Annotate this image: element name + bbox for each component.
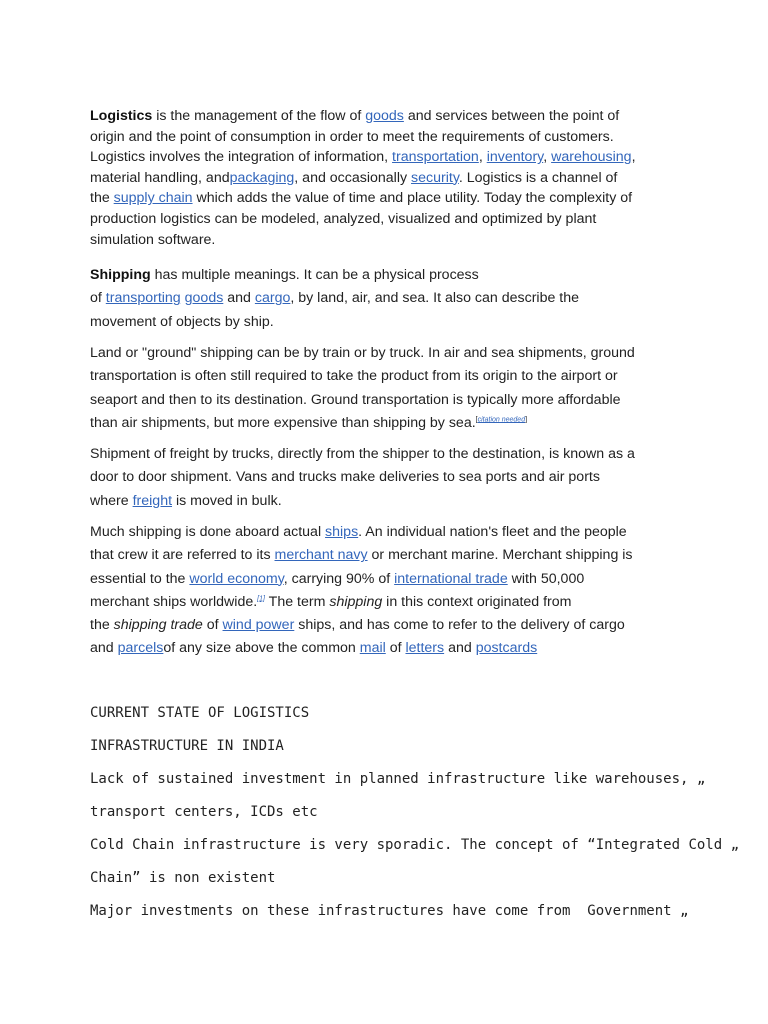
text: Lack of sustained investment in planned infrastructure like warehouses, <box>90 771 697 787</box>
text-line <box>90 389 682 412</box>
text-line <box>90 568 682 591</box>
text: Major investments on these infrastructures have come from Government <box>90 903 681 919</box>
link-mail[interactable]: mail <box>359 640 386 657</box>
link-security[interactable]: security <box>411 169 459 186</box>
text: the <box>90 190 114 207</box>
italic-term: shipping trade <box>113 617 203 634</box>
text-line <box>90 591 682 614</box>
text: has multiple meanings. It can be a physical process <box>150 267 479 283</box>
link-world-economy[interactable]: world economy <box>189 570 284 587</box>
slide-bullet-line: transport centers, ICDs etc <box>90 804 318 820</box>
text: is moved in bulk. <box>172 492 282 509</box>
text-line <box>90 230 682 251</box>
slide-bullet-line <box>90 901 689 921</box>
text: , and occasionally <box>294 169 412 186</box>
text: and services between the point of <box>403 108 620 124</box>
text-line <box>90 614 682 637</box>
text: or merchant marine. Merchant shipping is <box>367 547 633 564</box>
link-transportation[interactable]: transportation <box>392 149 479 166</box>
shipping-paragraph <box>90 264 682 334</box>
text: , carrying 90% of <box>283 570 395 587</box>
text: simulation software. <box>90 231 216 248</box>
text: Land or "ground" shipping can be by train or by truck. In air and sea shipments, ground <box>90 345 635 361</box>
ground-shipping-paragraph <box>90 342 682 435</box>
text: transportation is often still required to take the product from its origin to the airport or <box>90 368 618 385</box>
link-parcels[interactable]: parcels <box>117 640 164 657</box>
text: with 50,000 <box>507 570 585 587</box>
text: essential to the <box>90 570 190 587</box>
link-international-trade[interactable]: international trade <box>394 570 508 587</box>
text: in this context originated from <box>382 593 572 610</box>
text: . An individual nation's fleet and the people <box>358 524 627 540</box>
text: , <box>543 149 552 166</box>
bold-term: Logistics <box>90 108 153 124</box>
text-line <box>90 209 682 230</box>
bullet-mark: „ <box>730 837 740 853</box>
text-line <box>90 365 682 388</box>
text: of any size above the common <box>163 640 360 657</box>
text: . Logistics is a channel of <box>458 169 618 186</box>
text: material handling, and <box>90 169 230 186</box>
link-packaging[interactable]: packaging <box>229 169 295 186</box>
text: Logistics involves the integration of information, <box>90 149 393 166</box>
text: than air shipments, but more expensive than shipping by sea. <box>90 414 476 431</box>
text-line <box>90 637 682 660</box>
ships-paragraph <box>90 521 682 661</box>
slide-heading-current-state: CURRENT STATE OF LOGISTICS <box>90 705 310 721</box>
link-ships[interactable]: ships <box>325 524 359 540</box>
text-line <box>90 412 682 435</box>
logistics-paragraph <box>90 106 682 250</box>
text: The term <box>264 593 330 610</box>
text: of <box>202 617 223 634</box>
link-wind-power[interactable]: wind power <box>222 617 295 634</box>
slide-bullet-line <box>90 835 740 855</box>
link-goods[interactable]: goods <box>184 290 224 307</box>
link-letters[interactable]: letters <box>405 640 445 657</box>
text: merchant ships worldwide. <box>90 593 258 610</box>
text: door to door shipment. Vans and trucks make deliveries to sea ports and air ports <box>90 469 600 486</box>
italic-term: shipping <box>329 593 383 610</box>
text-line <box>90 168 682 189</box>
text: is the management of the flow of <box>152 108 366 124</box>
text: of <box>385 640 406 657</box>
text-line <box>90 287 682 310</box>
link-goods[interactable]: goods <box>365 108 404 124</box>
text: which adds the value of time and place utility. Today the complexity of <box>192 190 633 207</box>
text: Shipment of freight by trucks, directly from the shipper to the destination, is known as a <box>90 446 635 462</box>
text-line <box>90 490 682 513</box>
freight-paragraph <box>90 443 682 513</box>
bullet-mark: „ <box>696 771 706 787</box>
text: , <box>478 149 487 166</box>
citation-needed-superscript <box>476 416 527 423</box>
link-transporting[interactable]: transporting <box>105 290 181 307</box>
text-line <box>90 311 682 334</box>
reference-superscript <box>257 595 265 602</box>
text-line <box>90 127 682 148</box>
link-supply-chain[interactable]: supply chain <box>113 190 193 207</box>
text: origin and the point of consumption in order to meet the requirements of customers. <box>90 128 614 145</box>
link-freight[interactable]: freight <box>132 492 173 509</box>
text: movement of objects by ship. <box>90 313 274 330</box>
text: and <box>90 640 118 657</box>
text-line <box>90 466 682 489</box>
text: seaport and then to its destination. Ground transportation is typically more affordable <box>90 391 621 408</box>
slide-bullet-line <box>90 769 706 789</box>
link-warehousing[interactable]: warehousing <box>551 149 632 166</box>
text-line <box>90 342 682 365</box>
text: of <box>90 290 106 307</box>
text-line <box>90 521 682 544</box>
text: and <box>444 640 476 657</box>
text-line <box>90 106 682 127</box>
text: production logistics can be modeled, analyzed, visualized and optimized by plant <box>90 210 597 227</box>
text: Much shipping is done aboard actual <box>90 524 326 540</box>
bracket: [ <box>475 416 478 424</box>
bullet-mark: „ <box>680 903 689 919</box>
text: where <box>90 492 133 509</box>
slide-heading-infrastructure: INFRASTRUCTURE IN INDIA <box>90 738 284 754</box>
link-inventory[interactable]: inventory <box>486 149 544 166</box>
text: the <box>90 617 114 634</box>
link-cargo[interactable]: cargo <box>254 290 291 307</box>
slide-bullet-line: Chain” is non existent <box>90 870 276 886</box>
text-line <box>90 188 682 209</box>
text-line <box>90 443 682 466</box>
text: Cold Chain infrastructure is very sporadic. The concept of “Integrated Cold <box>90 837 731 853</box>
text: , <box>631 149 636 166</box>
text-line <box>90 264 682 287</box>
text-line <box>90 147 682 168</box>
text: , by land, air, and sea. It also can describe the <box>290 290 580 307</box>
bracket: ] <box>525 416 528 424</box>
text: ships, and has come to refer to the delivery of cargo <box>294 617 625 634</box>
text-line <box>90 544 682 567</box>
link-reference-1[interactable]: [1] <box>257 595 265 603</box>
link-merchant-navy[interactable]: merchant navy <box>274 547 368 564</box>
bold-term: Shipping <box>90 267 151 283</box>
text: and <box>223 290 255 307</box>
link-postcards[interactable]: postcards <box>475 640 538 657</box>
link-citation-needed[interactable]: citation needed <box>477 416 526 424</box>
text: that crew it are referred to its <box>90 547 275 564</box>
